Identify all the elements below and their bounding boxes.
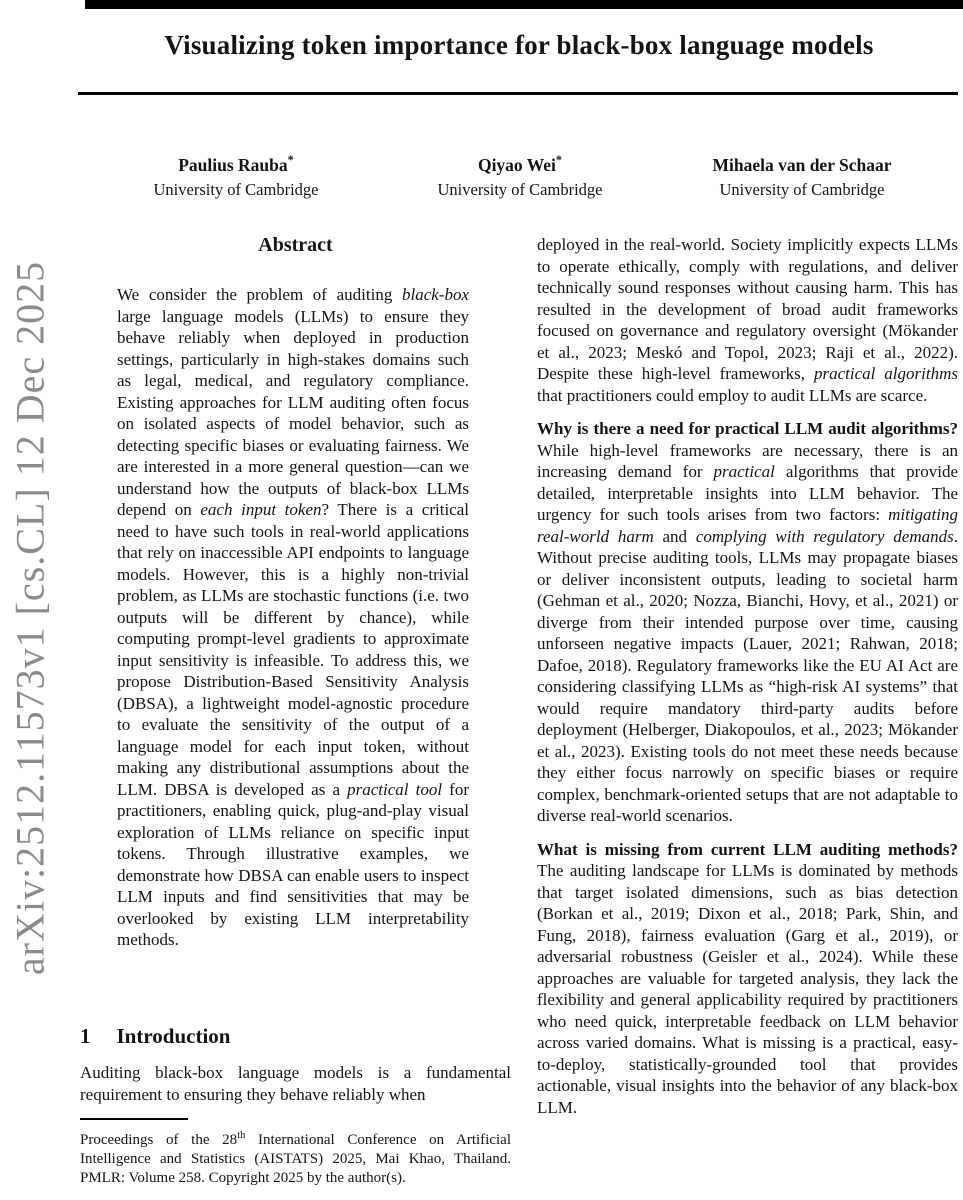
author-name: [410, 153, 630, 176]
author-name-text: Qiyao Wei: [477, 154, 556, 175]
section-number: 1: [80, 1024, 91, 1048]
section-title: Introduction: [116, 1024, 231, 1048]
author-name-text: Paulius Rauba: [178, 154, 288, 175]
author-block: [646, 153, 958, 200]
paper-title: Visualizing token importance for black-box language models: [164, 30, 874, 60]
footnote-rule: [80, 1118, 188, 1120]
abstract-heading: Abstract: [258, 234, 333, 256]
author-block: [410, 153, 630, 200]
author-affiliation: University of Cambridge: [719, 179, 885, 199]
author-name: [126, 153, 346, 176]
right-column-paragraph-2: Why is there a need for practical LLM audit algorithms? While high-level frameworks are necessary, there is an increasing demand for practical algorithms that provide detailed, interpretable insights into LLM behavior. The urgency for such tools arises from two factors: mitigating real-world harm and complying with regulatory demands. Without precise auditing tools, LLMs may propagate biases or deliver inconsistent outputs, leading to societal harm (Gehman et al., 2020; Nozza, Bianchi, Hovy, et al., 2021) or diverge from their intended purpose over time, causing unforseen negative impacts (Lauer, 2021; Rahwan, 2018; Dafoe, 2018). Regulatory frameworks like the EU AI Act are considering classifying LLMs as “high-risk AI systems” that would require mandatory third-party audits before deployment (Helberger, Diakopoulos, et al., 2023; Mökander et al., 2023). Existing tools do not meet these needs because they either focus narrowly on specific biases or require complex, benchmark-oriented setups that are not adaptable to diverse real-world scenarios.: [537, 419, 958, 825]
author-asterisk: *: [555, 153, 563, 167]
right-column-paragraph-1: deployed in the real-world. Society implicitly expects LLMs to operate ethically, comply with regulations, and deliver technically sound responses without causing harm. This has resulted in the development of broad audit frameworks focused on governance and regulatory oversight (Mökander et al., 2023; Meskó and Topol, 2023; Raji et al., 2022). Despite these high-level frameworks, practical algorithms that practitioners could employ to audit LLMs are scarce.: [537, 235, 958, 405]
author-name: [646, 153, 958, 176]
abstract-text: We consider the problem of auditing black-box large language models (LLMs) to ensure they behave reliably when deployed in production settings, particularly in high-stakes domains such as legal, medical, and regulatory compliance. Existing approaches for LLM auditing often focus on isolated aspects of model behavior, such as detecting specific biases or evaluating fairness. We are interested in a more general question—can we understand how the outputs of black-box LLMs depend on each input token? There is a critical need to have such tools in real-world applications that rely on inaccessible API endpoints to language models. However, this is a highly non-trivial problem, as LLMs are stochastic functions (i.e. two outputs will be different by chance), while computing prompt-level gradients to approximate input sensitivity is infeasible. To address this, we propose Distribution-Based Sensitivity Analysis (DBSA), a lightweight model-agnostic procedure to evaluate the sensitivity of the output of a language model for each input token, without making any distributional assumptions about the LLM. DBSA is developed as a practical tool for practitioners, enabling quick, plug-and-play visual exploration of LLMs reliance on specific input tokens. Through illustrative examples, we demonstrate how DBSA can enable users to inspect LLM inputs and find sensitivities that may be overlooked by existing LLM interpretability methods.: [117, 285, 469, 949]
title-rule: [78, 92, 958, 95]
author-asterisk: *: [287, 153, 294, 167]
author-block: [126, 153, 346, 200]
arxiv-watermark: arXiv:2512.11573v1 [cs.CL] 12 Dec 2025: [7, 260, 53, 976]
introduction-paragraph: Auditing black-box language models is a fundamental requirement to ensuring they behave reliably when: [80, 1063, 511, 1104]
right-column: [537, 234, 958, 1118]
footnote-text: Proceedings of the 28th International Conference on Artificial Intelligence and Statistics (AISTATS) 2025, Mai Khao, Thailand. PMLR: Volume 258. Copyright 2025 by the author(s).: [80, 1130, 511, 1186]
author-affiliation: University of Cambridge: [153, 179, 319, 199]
top-border-bar: [85, 0, 963, 9]
right-column-paragraph-3: What is missing from current LLM auditing methods? The auditing landscape for LLMs is dominated by methods that target isolated dimensions, such as bias detection (Borkan et al., 2019; Dixon et al., 2018; Park, Shin, and Fung, 2018), fairness evaluation (Garg et al., 2019), or adversarial robustness (Geisler et al., 2024). While these approaches are valuable for targeted analysis, they lack the flexibility and general applicability required by practitioners who need quick, interpretable feedback on LLM behavior across varied domains. What is missing is a practical, easy-to-deploy, statistically-grounded tool that provides actionable, visual insights into the behavior of any black-box LLM.: [537, 839, 958, 1117]
section-heading-introduction: [80, 1024, 511, 1049]
author-affiliation: University of Cambridge: [437, 179, 603, 199]
author-name-text: Mihaela van der Schaar: [712, 154, 892, 175]
